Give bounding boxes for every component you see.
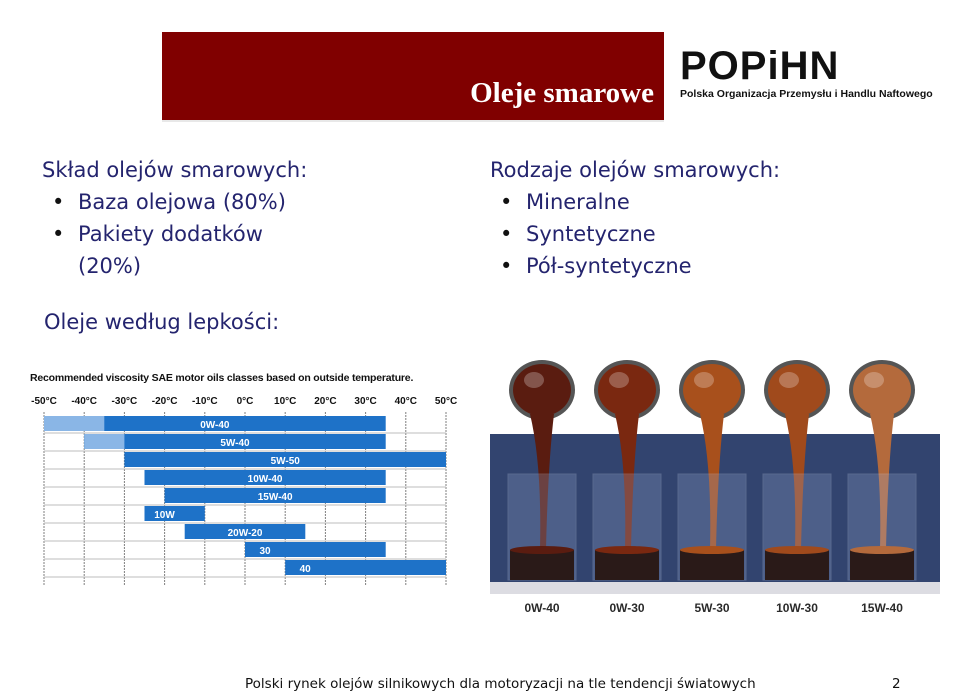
footer-text: Polski rynek olejów silnikowych dla motoryzacji na tle tendencji światowych bbox=[245, 676, 756, 692]
oil-label: 0W-40 bbox=[524, 601, 560, 615]
oil-label: 5W-30 bbox=[694, 601, 730, 615]
beaker-oil-surface bbox=[850, 546, 914, 554]
beaker-oil-surface bbox=[595, 546, 659, 554]
beaker-oil bbox=[595, 550, 659, 580]
composition-item: • Pakiety dodatków (20%) bbox=[42, 218, 288, 282]
logo-subtitle: Polska Organizacja Przemysłu i Handlu Naftowego bbox=[680, 88, 933, 100]
ladle-highlight bbox=[609, 372, 629, 388]
types-list bbox=[490, 186, 870, 282]
oil-photo-svg bbox=[490, 354, 940, 624]
viscosity-heading: Oleje według lepkości: bbox=[44, 310, 280, 334]
bar-label: 0W-40 bbox=[200, 420, 230, 431]
beaker-oil bbox=[765, 550, 829, 580]
types-block bbox=[490, 154, 870, 282]
types-item: • Syntetyczne bbox=[490, 218, 870, 250]
x-tick-label: -20°C bbox=[151, 396, 178, 407]
beaker-oil-surface bbox=[510, 546, 574, 554]
bar-label: 40 bbox=[299, 564, 311, 575]
viscosity-bar-light bbox=[44, 416, 104, 431]
x-tick-label: 10°C bbox=[274, 396, 297, 407]
ladle-oil bbox=[768, 364, 826, 416]
chart-title: Recommended viscosity SAE motor oils classes based on outside temperature. bbox=[30, 372, 414, 384]
footer bbox=[0, 674, 960, 695]
types-heading: Rodzaje olejów smarowych: bbox=[490, 158, 781, 182]
title-bar bbox=[162, 32, 664, 120]
bar-label: 20W-20 bbox=[227, 528, 263, 539]
x-tick-label: -40°C bbox=[71, 396, 98, 407]
bar-label: 10W-40 bbox=[247, 474, 283, 485]
x-tick-label: -30°C bbox=[111, 396, 138, 407]
beaker-oil-surface bbox=[680, 546, 744, 554]
beaker-oil bbox=[680, 550, 744, 580]
ladle-highlight bbox=[524, 372, 544, 388]
beaker-oil bbox=[510, 550, 574, 580]
bar-label: 15W-40 bbox=[257, 492, 293, 503]
viscosity-chart-svg bbox=[22, 364, 462, 594]
types-item: • Mineralne bbox=[490, 186, 870, 218]
bar-label: 10W bbox=[154, 510, 175, 521]
composition-item: • Baza olejowa (80%) bbox=[42, 186, 402, 218]
x-tick-label: -50°C bbox=[31, 396, 57, 407]
bar-label: 5W-40 bbox=[220, 438, 250, 449]
x-tick-label: 40°C bbox=[394, 396, 417, 407]
bar-label: 5W-50 bbox=[270, 456, 300, 467]
types-item: • Pół-syntetyczne bbox=[490, 250, 870, 282]
x-tick-label: 50°C bbox=[434, 396, 458, 407]
popihn-logo bbox=[674, 46, 940, 106]
bar-label: 30 bbox=[259, 546, 271, 557]
oil-label: 10W-30 bbox=[776, 601, 818, 615]
ladle-oil bbox=[853, 364, 911, 416]
slide-title: Oleje smarowe bbox=[470, 77, 654, 109]
composition-list bbox=[42, 186, 402, 282]
beaker-oil bbox=[850, 550, 914, 580]
oil-label: 15W-40 bbox=[861, 601, 903, 615]
viscosity-bar-light bbox=[84, 434, 124, 449]
ladle-oil bbox=[683, 364, 741, 416]
page-number: 2 bbox=[892, 676, 901, 692]
logo-wordmark: POPiHN bbox=[680, 44, 840, 88]
ladle-highlight bbox=[779, 372, 799, 388]
x-tick-label: 0°C bbox=[236, 396, 254, 407]
title-rule bbox=[162, 120, 664, 122]
x-tick-label: 20°C bbox=[314, 396, 337, 407]
photo-table bbox=[490, 582, 940, 594]
x-tick-label: -10°C bbox=[191, 396, 218, 407]
oil-photo bbox=[490, 354, 940, 624]
composition-heading: Skład olejów smarowych: bbox=[42, 158, 308, 182]
ladle-oil bbox=[513, 364, 571, 416]
ladle-highlight bbox=[864, 372, 884, 388]
oil-label: 0W-30 bbox=[609, 601, 645, 615]
ladle-oil bbox=[598, 364, 656, 416]
x-tick-label: 30°C bbox=[354, 396, 377, 407]
beaker-oil-surface bbox=[765, 546, 829, 554]
ladle-highlight bbox=[694, 372, 714, 388]
viscosity-chart bbox=[22, 364, 462, 594]
composition-block bbox=[42, 154, 402, 282]
